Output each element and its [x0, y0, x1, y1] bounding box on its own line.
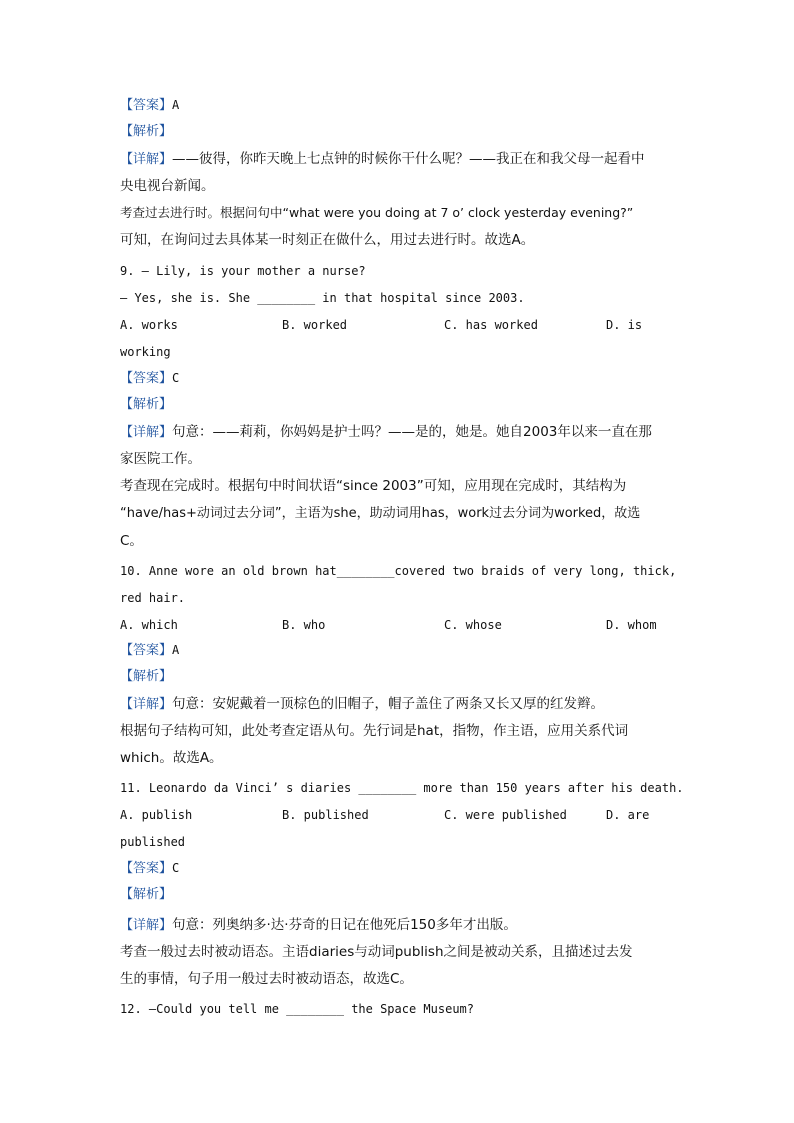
detail-label: 【详解】	[120, 425, 173, 440]
q10-detail-line-1: 【详解】句意：安妮戴着一顶棕色的旧帽子，帽子盖住了两条又长又厚的红发辫。	[120, 696, 605, 712]
answer-label: 【答案】	[120, 861, 173, 876]
q8-answer-line	[120, 95, 680, 116]
q9-option-b: B. worked	[282, 318, 348, 332]
q10-stem-line-1: 10. Anne wore an old brown hat________covered two braids of very long, thick,	[120, 564, 677, 578]
q8-explanation-line-1: 考查过去进行时。根据问句中“what were you doing at 7 o’ clock yesterday evening?”	[120, 205, 634, 220]
analysis-label: 【解析】	[120, 887, 173, 902]
analysis-label: 【解析】	[120, 124, 173, 139]
q9-option-c: C. has worked	[444, 318, 538, 332]
q11-answer-value: C	[172, 861, 180, 875]
q9-explanation-line-1: 考查现在完成时。根据句中时间状语“since 2003”可知，应用现在完成时，其结构为	[120, 478, 627, 494]
q10-option-c: C. whose	[444, 618, 502, 632]
q11-option-a: A. publish	[120, 808, 193, 822]
q9-detail-line-1: 【详解】句意：——莉莉，你妈妈是护士吗？——是的，她是。她自2003年以来一直在那	[120, 424, 652, 440]
detail-label: 【详解】	[120, 697, 173, 712]
q8-detail-line-2: 央电视台新闻。	[120, 178, 215, 194]
q9-stem-line-2: — Yes, she is. She ________ in that hospital since 2003.	[120, 291, 525, 305]
q12-stem-line-1: 12. —Could you tell me ________ the Space Museum?	[120, 1002, 475, 1016]
q10-explanation-line-2: which。故选A。	[120, 750, 223, 766]
q8-detail-line-1: 【详解】——彼得，你昨天晚上七点钟的时候你干什么呢？——我正在和我父母一起看中	[120, 151, 645, 167]
answer-label: 【答案】	[120, 98, 173, 113]
analysis-label: 【解析】	[120, 669, 173, 684]
q9-option-a: A. works	[120, 318, 178, 332]
q8-answer-value: A	[172, 98, 180, 112]
q9-answer-line	[120, 368, 680, 389]
q11-option-c: C. were published	[444, 808, 567, 822]
analysis-label: 【解析】	[120, 397, 173, 412]
q10-analysis-line	[120, 667, 680, 687]
q11-option-d: D. are	[606, 808, 650, 822]
q9-explanation-line-3: C。	[120, 533, 143, 549]
q9-analysis-line	[120, 395, 680, 415]
q8-analysis-line	[120, 122, 680, 142]
q10-option-a: A. which	[120, 618, 178, 632]
answer-label: 【答案】	[120, 643, 173, 658]
q9-answer-value: C	[172, 371, 180, 385]
q11-option-b: B. published	[282, 808, 369, 822]
q11-option-d-continued: published	[120, 835, 186, 849]
q10-option-d: D. whom	[606, 618, 657, 632]
detail-label: 【详解】	[120, 152, 173, 167]
q11-answer-line	[120, 858, 680, 879]
q11-explanation-line-2: 生的事情，句子用一般过去时被动语态，故选C。	[120, 971, 413, 987]
q11-analysis-line	[120, 885, 680, 905]
q11-stem-line-1: 11. Leonardo da Vinci’ s diaries ________ more than 150 years after his death.	[120, 781, 684, 795]
q8-explanation-line-2: 可知，在询问过去具体某一时刻正在做什么，用过去进行时。故选A。	[120, 232, 535, 248]
answer-label: 【答案】	[120, 371, 173, 386]
q10-stem-line-2: red hair.	[120, 591, 186, 605]
q11-explanation-line-1: 考查一般过去时被动语态。主语diaries与动词publish之间是被动关系，且描述过去发	[120, 944, 633, 960]
q9-stem-line-1: 9. — Lily, is your mother a nurse?	[120, 264, 366, 278]
q9-option-d-continued: working	[120, 345, 171, 359]
q11-detail-line-1: 【详解】句意：列奥纳多·达·芬奇的日记在他死后150多年才出版。	[120, 917, 517, 933]
q9-explanation-line-2: “have/has+动词过去分词”，主语为she，助动词用has，work过去分词为worked，故选	[120, 506, 641, 521]
q10-explanation-line-1: 根据句子结构可知，此处考查定语从句。先行词是hat，指物，作主语，应用关系代词	[120, 723, 629, 739]
detail-label: 【详解】	[120, 918, 173, 933]
q9-option-d: D. is	[606, 318, 643, 332]
q10-option-b: B. who	[282, 618, 326, 632]
q10-answer-line	[120, 640, 680, 661]
q9-detail-line-2: 家医院工作。	[120, 451, 201, 467]
q10-answer-value: A	[172, 643, 180, 657]
